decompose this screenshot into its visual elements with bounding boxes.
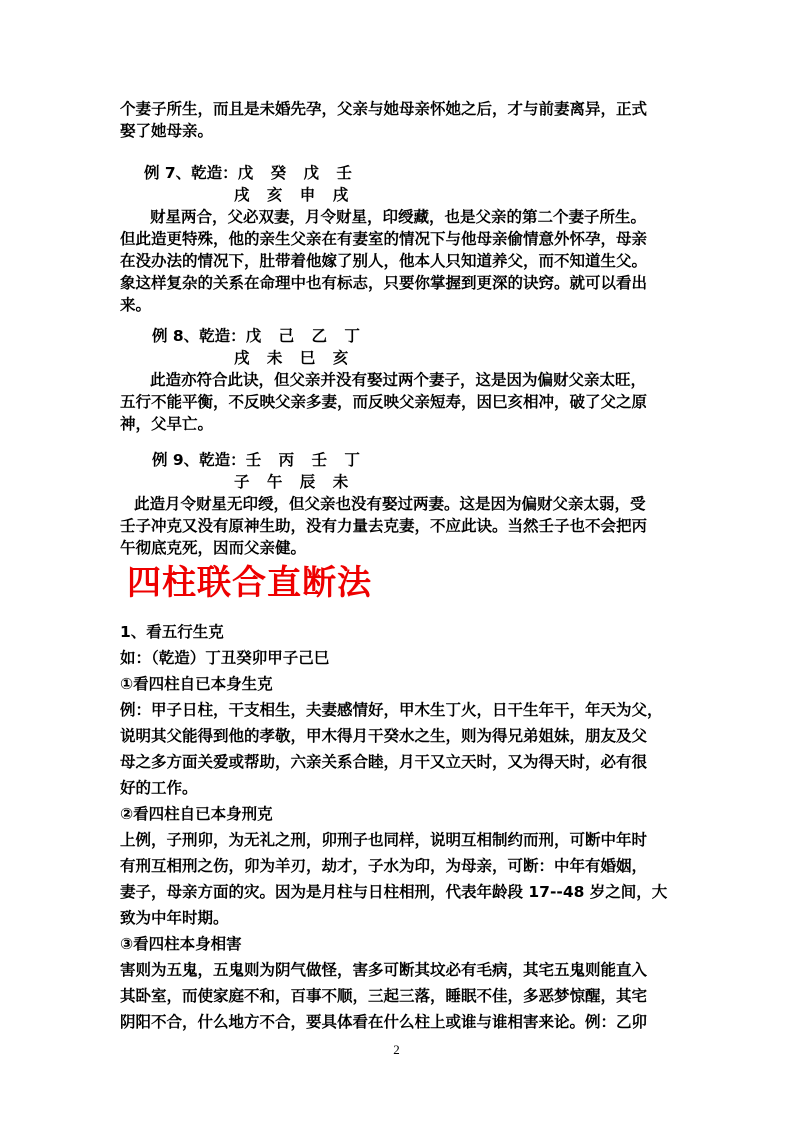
example-header	[120, 449, 680, 471]
earthly-branches-row	[120, 184, 680, 206]
text-line: 此造月令财星无印绶，但父亲也没有娶过两妻。这是因为偏财父亲太弱，受	[134, 495, 646, 513]
text-line: 好的工作。	[120, 779, 198, 797]
subheading: ③看四柱本身相害	[120, 935, 242, 953]
text-line: 但此造更特殊，他的亲生父亲在有妻室的情况下与他母亲偷情意外怀孕，母亲	[120, 230, 648, 248]
text-line: 其卧室，而使家庭不和，百事不顺，三起三落，睡眠不佳，多恶梦惊醒，其宅	[120, 987, 648, 1005]
section-title: 四柱联合直断法	[127, 563, 372, 603]
text-line: 在没办法的情况下，肚带着他嫁了别人，他本人只知道养父，而不知道生父。	[120, 252, 648, 270]
text-line: 财星两合，父必双妻，月令财星，印绶藏，也是父亲的第二个妻子所生。	[150, 208, 647, 226]
example-8	[120, 325, 680, 435]
text-line: 如：（乾造）丁丑癸卯甲子己巳	[120, 649, 330, 667]
example-7	[120, 162, 680, 316]
text-line: 神，父早亡。	[120, 415, 214, 433]
earthly-branches: 戌 亥 申 戌	[234, 186, 355, 204]
subheading: ②看四柱自已本身刑克	[120, 805, 273, 823]
text-line: 例：甲子日柱，干支相生，夫妻感情好，甲木生丁火，日干生年干，年天为父，	[120, 701, 663, 719]
text-line: 此造亦符合此诀，但父亲并没有娶过两个妻子，这是因为偏财父亲太旺，	[150, 371, 647, 389]
example-label: 例 7、乾造：	[144, 164, 238, 182]
text-line: 来。	[120, 296, 152, 314]
subheading: 1、看五行生克	[120, 623, 224, 641]
text-line: 母之多方面关爱或帮助，六亲关系合睦，月干又立天时，又为得天时，必有很	[120, 753, 648, 771]
text-line: 上例，子刑卯，为无礼之刑，卯刑子也同样，说明互相制约而刑，可断中年时	[120, 831, 648, 849]
text-line: 致为中年时期。	[120, 909, 229, 927]
text-line: 五行不能平衡，不反映父亲多妻，而反映父亲短寿，因巳亥相冲，破了父之原	[120, 393, 648, 411]
text-line: 象这样复杂的关系在命理中也有标志，只要你掌握到更深的诀窍。就可以看出	[120, 274, 648, 292]
text-line: 午彻底克死，因而父亲健。	[120, 539, 307, 557]
text-line: 害则为五鬼，五鬼则为阴气做怪，害多可断其坟必有毛病，其宅五鬼则能直入	[120, 961, 648, 979]
example-label: 例 8、乾造：	[152, 327, 246, 345]
example-label: 例 9、乾造：	[152, 451, 246, 469]
example-header	[120, 162, 680, 184]
example-9	[120, 449, 680, 559]
earthly-branches-row	[120, 347, 680, 369]
text-line: 个妻子所生，而且是未婚先孕，父亲与她母亲怀她之后，才与前妻离异，正式	[120, 100, 648, 118]
heavenly-stems: 壬 丙 壬 丁	[245, 451, 366, 469]
text-line: 妻子，母亲方面的灾。因为是月柱与日柱相刑，代表年龄段 17--48 岁之间，大	[120, 883, 668, 901]
text-line: 说明其父能得到他的孝敬，甲木得月干癸水之生，则为得兄弟姐妹，朋友及父	[120, 727, 648, 745]
heavenly-stems: 戊 己 乙 丁	[245, 327, 366, 345]
page-number: 2	[393, 1042, 400, 1057]
subheading: ①看四柱自已本身生克	[120, 675, 273, 693]
heavenly-stems: 戊 癸 戊 壬	[237, 164, 358, 182]
earthly-branches: 子 午 辰 未	[234, 473, 355, 491]
example-header	[120, 325, 680, 347]
text-line: 阴阳不合，什么地方不合，要具体看在什么柱上或谁与谁相害来论。例：乙卯	[120, 1013, 648, 1031]
text-line: 有刑互相刑之伤，卯为羊刃，劫才，子水为印，为母亲，可断：中年有婚姻，	[120, 857, 648, 875]
section-body	[120, 619, 680, 1035]
earthly-branches-row	[120, 471, 680, 493]
text-line: 壬子冲克又没有原神生助，没有力量去克妻，不应此诀。当然壬子也不会把丙	[120, 517, 648, 535]
earthly-branches: 戌 未 巳 亥	[234, 349, 355, 367]
text-line: 娶了她母亲。	[120, 122, 214, 140]
intro-paragraph	[120, 98, 680, 142]
